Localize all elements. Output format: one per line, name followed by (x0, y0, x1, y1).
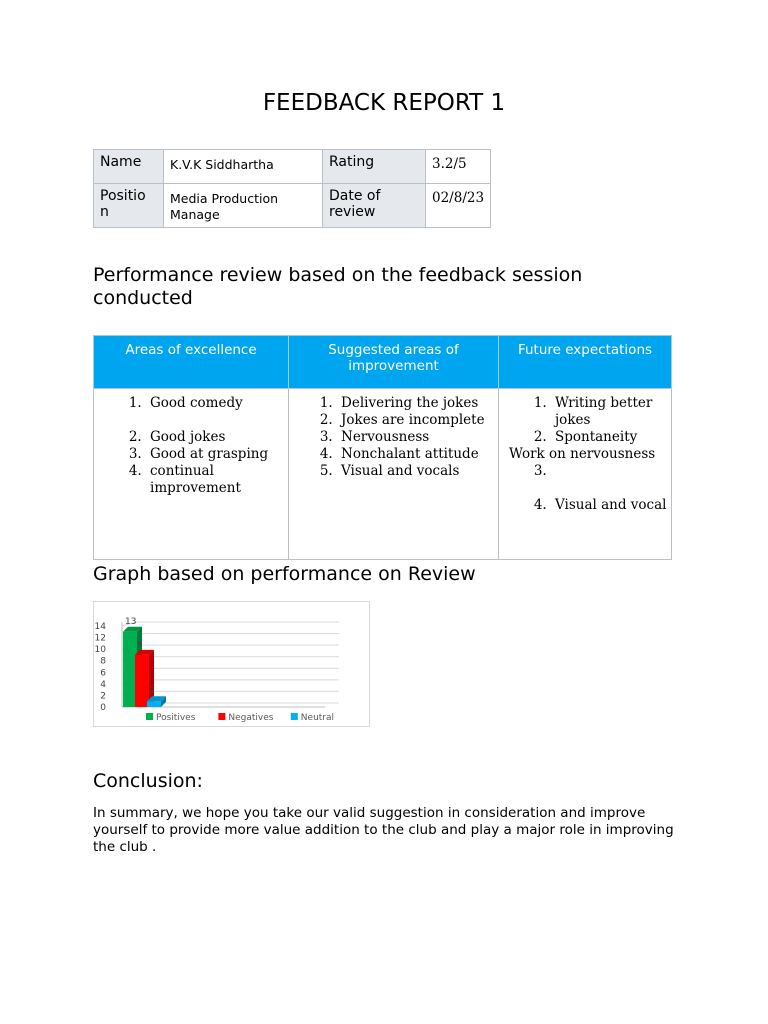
legend-swatch (218, 713, 225, 720)
header-excellence: Areas of excellence (94, 336, 289, 389)
date-label: Date of review (323, 184, 426, 228)
employee-info-table (93, 149, 491, 228)
bar-negatives (135, 655, 149, 707)
excellence-list (98, 395, 284, 497)
y-tick-label: 10 (94, 645, 106, 656)
list-item: 3. Nervousness (337, 429, 494, 446)
legend-label: Positives (156, 713, 196, 723)
y-tick-label: 6 (100, 668, 106, 679)
y-tick-label: 4 (100, 679, 106, 690)
list-item: 1. Delivering the jokes (337, 395, 494, 412)
legend-swatch (146, 713, 153, 720)
name-label: Name (94, 150, 164, 184)
legend-label: Neutral (300, 713, 335, 723)
list-item: 4. continual improvement (146, 463, 284, 497)
data-label: 9 (137, 639, 143, 650)
legend-swatch (291, 713, 298, 720)
y-tick-label: 14 (94, 622, 106, 632)
future-cell (499, 389, 672, 560)
list-spacer (551, 480, 667, 497)
graph-heading: Graph based on performance on Review (93, 563, 476, 585)
header-improvement: Suggested areas of improvement (289, 336, 499, 389)
position-value: Media Production Manage (164, 184, 323, 228)
chart-svg (94, 602, 369, 726)
data-label: 1 (149, 686, 155, 697)
list-item: 5. Visual and vocals (337, 463, 494, 480)
report-title: FEEDBACK REPORT 1 (262, 90, 506, 116)
rating-label: Rating (323, 150, 426, 184)
conclusion-text: In summary, we hope you take our valid suggestion in consideration and improve yourself to provide more value addition to the club and play a major role in improving the club . (93, 805, 674, 855)
header-future: Future expectations (499, 336, 672, 389)
improvement-cell (289, 389, 499, 560)
performance-chart (93, 601, 370, 727)
y-tick-label: 8 (100, 656, 106, 667)
y-tick-label: 2 (100, 691, 106, 702)
bar-positives (123, 632, 137, 707)
list-item (551, 463, 667, 480)
data-label: 13 (125, 616, 137, 627)
rating-value: 3.2/5 (426, 150, 491, 184)
future-list-b (503, 463, 667, 514)
list-item: 2. Good jokes (146, 429, 284, 446)
review-heading: Performance review based on the feedback session conducted (93, 264, 583, 309)
date-value: 02/8/23 (426, 184, 491, 228)
list-item: 3. Good at grasping (146, 446, 284, 463)
bar-neutral (147, 701, 161, 707)
y-tick-label: 0 (100, 703, 106, 713)
list-item: 1. Writing better jokes (551, 395, 667, 429)
list-item: 2. Spontaneity (551, 429, 667, 446)
y-tick-label: 12 (94, 633, 106, 644)
list-spacer (146, 412, 284, 429)
improvement-list (293, 395, 494, 480)
list-item: 1. Good comedy (146, 395, 284, 412)
performance-review-table (93, 335, 672, 560)
future-list-a (503, 395, 667, 446)
list-item: 4. Nonchalant attitude (337, 446, 494, 463)
list-item: 4. Visual and vocal (551, 497, 667, 514)
legend-label: Negatives (228, 713, 274, 723)
future-loose-text: Work on nervousness (509, 446, 656, 462)
position-label: Positio n (94, 184, 164, 228)
conclusion-heading: Conclusion: (93, 770, 203, 792)
list-item: 2. Jokes are incomplete (337, 412, 494, 429)
name-value: K.V.K Siddhartha (164, 150, 323, 184)
excellence-cell (94, 389, 289, 560)
